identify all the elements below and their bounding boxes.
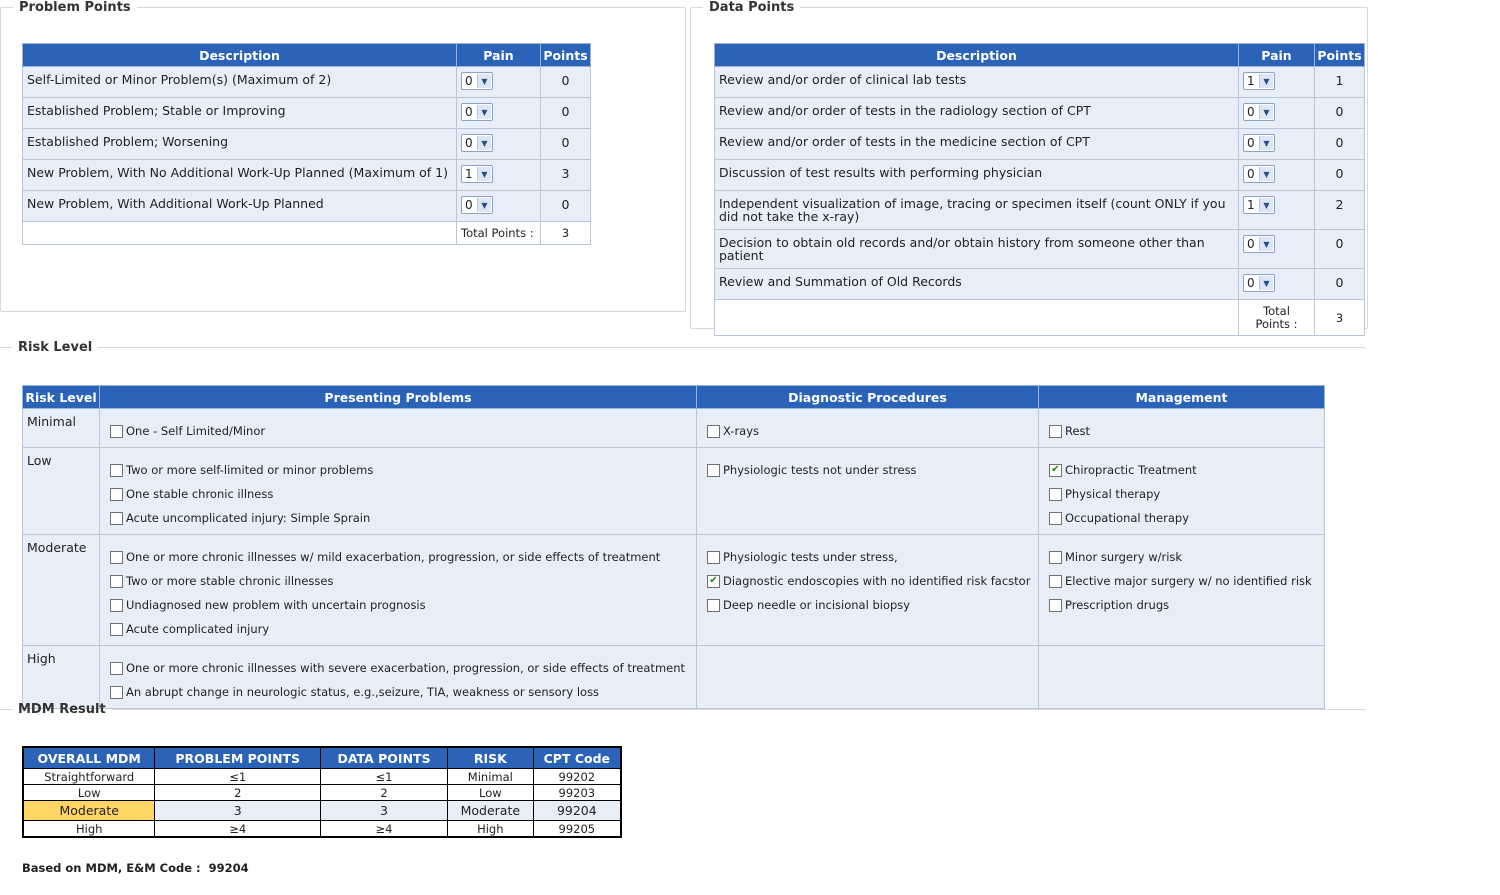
checkbox[interactable] xyxy=(1049,551,1062,564)
checkbox-label: Physiologic tests under stress, xyxy=(723,550,898,564)
pain-cell xyxy=(1239,191,1315,230)
risk-level-section xyxy=(0,340,1366,699)
mdm-cell: 99202 xyxy=(533,769,621,785)
checkbox-label: Physical therapy xyxy=(1065,487,1161,501)
table-row xyxy=(23,98,591,129)
mdm-cell: Moderate xyxy=(23,801,155,821)
checked-checkbox[interactable]: ✔ xyxy=(707,575,720,588)
checkbox-label: One or more chronic illnesses with severe exacerbation, progression, or side effects of treatment xyxy=(126,661,686,675)
risk-row xyxy=(23,409,1325,448)
mdm-row xyxy=(23,785,621,801)
checked-checkbox[interactable]: ✔ xyxy=(1049,464,1062,477)
checkbox[interactable] xyxy=(110,575,123,588)
chevron-down-icon: ▼ xyxy=(477,136,491,150)
risk-checkbox-item[interactable] xyxy=(1049,482,1318,506)
checkbox[interactable] xyxy=(1049,488,1062,501)
checkbox[interactable] xyxy=(110,425,123,438)
row-description: New Problem, With No Additional Work-Up Planned (Maximum of 1) xyxy=(23,160,457,191)
risk-management-cell xyxy=(1039,535,1325,646)
risk-diagnostic-cell xyxy=(697,448,1039,535)
risk-presenting-cell xyxy=(100,646,697,709)
pain-select[interactable] xyxy=(1243,72,1275,90)
col-description: Description xyxy=(23,44,457,67)
checkbox-label: One stable chronic illness xyxy=(126,487,274,501)
checkbox-label: Occupational therapy xyxy=(1065,511,1190,525)
em-code-value: 99204 xyxy=(208,861,249,875)
risk-checkbox-item[interactable] xyxy=(110,482,690,506)
col-risk-level: Risk Level xyxy=(23,386,100,409)
risk-row xyxy=(23,646,1325,709)
mdm-cell: 99205 xyxy=(533,821,621,838)
table-row xyxy=(23,191,591,222)
pain-cell xyxy=(457,129,541,160)
risk-checkbox-item[interactable] xyxy=(707,545,1032,569)
mdm-col-header: CPT Code xyxy=(533,747,621,769)
col-pain: Pain xyxy=(457,44,541,67)
pain-select-value: 0 xyxy=(1247,276,1255,290)
col-description: Description xyxy=(715,44,1239,67)
mdm-cell: 2 xyxy=(321,785,448,801)
row-points: 0 xyxy=(541,191,591,222)
risk-presenting-cell xyxy=(100,448,697,535)
checkbox[interactable] xyxy=(110,662,123,675)
row-description: Independent visualization of image, tracing or specimen itself (count ONLY if you did not take the x-ray) xyxy=(715,191,1239,230)
mdm-cell: 99204 xyxy=(533,801,621,821)
pain-select[interactable] xyxy=(1243,235,1275,253)
risk-checkbox-item[interactable] xyxy=(110,593,690,617)
pain-select[interactable] xyxy=(461,165,493,183)
pain-select-value: 0 xyxy=(1247,105,1255,119)
table-row xyxy=(715,160,1365,191)
risk-level-name: Moderate xyxy=(23,535,100,646)
mdm-cell: Low xyxy=(448,785,534,801)
pain-select-value: 0 xyxy=(1247,136,1255,150)
checkbox[interactable] xyxy=(1049,425,1062,438)
pain-select[interactable] xyxy=(1243,134,1275,152)
risk-checkbox-item[interactable] xyxy=(110,656,690,680)
risk-diagnostic-cell xyxy=(697,535,1039,646)
mdm-result-title: MDM Result xyxy=(18,702,106,717)
mdm-col-header: OVERALL MDM xyxy=(23,747,155,769)
table-row xyxy=(715,230,1365,269)
mdm-result-section xyxy=(0,702,1366,893)
em-code-label: Based on MDM, E&M Code : xyxy=(22,861,201,875)
data-points-section xyxy=(690,0,1368,329)
risk-row xyxy=(23,448,1325,535)
risk-diagnostic-cell xyxy=(697,409,1039,448)
pain-cell xyxy=(1239,230,1315,269)
risk-management-cell xyxy=(1039,448,1325,535)
pain-select-value: 0 xyxy=(1247,167,1255,181)
total-label-line2: Points : xyxy=(1255,316,1298,331)
risk-presenting-cell xyxy=(100,409,697,448)
pain-cell xyxy=(1239,269,1315,300)
risk-checkbox-item[interactable] xyxy=(110,506,690,530)
risk-checkbox-item[interactable] xyxy=(707,458,1032,482)
risk-row xyxy=(23,535,1325,646)
checkbox-label: Physiologic tests not under stress xyxy=(723,463,917,477)
row-description: New Problem, With Additional Work-Up Planned xyxy=(23,191,457,222)
mdm-col-header: DATA POINTS xyxy=(321,747,448,769)
risk-presenting-cell xyxy=(100,535,697,646)
pain-select-value: 0 xyxy=(465,136,473,150)
checkbox[interactable] xyxy=(1049,512,1062,525)
checkbox[interactable] xyxy=(110,512,123,525)
checkbox[interactable] xyxy=(110,623,123,636)
risk-checkbox-item[interactable] xyxy=(707,419,1032,443)
row-points: 0 xyxy=(541,129,591,160)
data-points-table xyxy=(714,43,1365,336)
mdm-cell: Low xyxy=(23,785,155,801)
mdm-cell: ≤1 xyxy=(155,769,321,785)
risk-level-name: Low xyxy=(23,448,100,535)
checkbox[interactable] xyxy=(1049,575,1062,588)
risk-checkbox-item[interactable] xyxy=(1049,458,1318,482)
risk-checkbox-item[interactable] xyxy=(110,458,690,482)
data-points-title: Data Points xyxy=(709,0,795,15)
row-description: Self-Limited or Minor Problem(s) (Maximum of 2) xyxy=(23,67,457,98)
pain-cell xyxy=(1239,67,1315,98)
mdm-row xyxy=(23,821,621,838)
total-spacer xyxy=(715,300,1239,336)
mdm-cell: 2 xyxy=(155,785,321,801)
checkbox-label: Elective major surgery w/ no identified risk xyxy=(1065,574,1312,588)
checkbox[interactable] xyxy=(110,464,123,477)
row-description: Review and Summation of Old Records xyxy=(715,269,1239,300)
checkbox[interactable] xyxy=(707,551,720,564)
checkbox-label: An abrupt change in neurologic status, e.g.,seizure, TIA, weakness or sensory loss xyxy=(126,685,600,699)
row-description: Review and/or order of tests in the medicine section of CPT xyxy=(715,129,1239,160)
checkbox-label: Deep needle or incisional biopsy xyxy=(723,598,911,612)
risk-checkbox-item[interactable] xyxy=(110,419,690,443)
row-points: 1 xyxy=(1315,67,1365,98)
total-label xyxy=(1239,300,1315,336)
pain-cell xyxy=(1239,160,1315,191)
risk-checkbox-item[interactable] xyxy=(707,593,1032,617)
pain-cell xyxy=(457,98,541,129)
risk-checkbox-item[interactable] xyxy=(110,680,690,704)
problem-points-table xyxy=(22,43,591,245)
row-points: 0 xyxy=(541,67,591,98)
row-points: 0 xyxy=(1315,129,1365,160)
pain-select[interactable] xyxy=(1243,165,1275,183)
checkbox-label: One - Self Limited/Minor xyxy=(126,424,266,438)
risk-checkbox-item[interactable] xyxy=(110,617,690,641)
row-description: Review and/or order of tests in the radiology section of CPT xyxy=(715,98,1239,129)
pain-cell xyxy=(457,160,541,191)
mdm-cell: 99203 xyxy=(533,785,621,801)
table-row xyxy=(23,67,591,98)
mdm-cell: 3 xyxy=(155,801,321,821)
mdm-cell: Straightforward xyxy=(23,769,155,785)
table-row xyxy=(23,160,591,191)
checkbox-label: Two or more stable chronic illnesses xyxy=(126,574,334,588)
col-management: Management xyxy=(1039,386,1325,409)
risk-level-title: Risk Level xyxy=(18,340,93,355)
table-row xyxy=(715,67,1365,98)
chevron-down-icon: ▼ xyxy=(1259,276,1273,290)
mdm-cell: High xyxy=(448,821,534,838)
mdm-col-header: PROBLEM POINTS xyxy=(155,747,321,769)
risk-management-cell xyxy=(1039,646,1325,709)
problem-points-section xyxy=(0,0,686,312)
risk-management-cell xyxy=(1039,409,1325,448)
row-description: Review and/or order of clinical lab tests xyxy=(715,67,1239,98)
mdm-cell: Minimal xyxy=(448,769,534,785)
mdm-cell: 3 xyxy=(321,801,448,821)
pain-select-value: 1 xyxy=(465,167,473,181)
checkbox-label: Diagnostic endoscopies with no identified risk facstor xyxy=(723,574,1031,588)
total-label: Total Points : xyxy=(457,222,541,245)
row-points: 0 xyxy=(1315,98,1365,129)
mdm-cell: ≥4 xyxy=(155,821,321,838)
chevron-down-icon: ▼ xyxy=(477,105,491,119)
risk-checkbox-item[interactable] xyxy=(707,569,1032,593)
checkbox[interactable] xyxy=(707,599,720,612)
total-value: 3 xyxy=(541,222,591,245)
risk-checkbox-item[interactable] xyxy=(1049,569,1318,593)
row-points: 0 xyxy=(1315,160,1365,191)
risk-level-name: Minimal xyxy=(23,409,100,448)
pain-select-value: 1 xyxy=(1247,198,1255,212)
checkbox-label: Two or more self-limited or minor problems xyxy=(126,463,374,477)
table-row xyxy=(23,129,591,160)
risk-level-table xyxy=(22,385,1325,709)
checkbox[interactable] xyxy=(110,599,123,612)
col-presenting-problems: Presenting Problems xyxy=(100,386,697,409)
checkbox[interactable] xyxy=(110,686,123,699)
pain-select[interactable] xyxy=(1243,274,1275,292)
chevron-down-icon: ▼ xyxy=(1259,105,1273,119)
checkbox-label: X-rays xyxy=(723,424,760,438)
row-points: 0 xyxy=(1315,269,1365,300)
chevron-down-icon: ▼ xyxy=(477,198,491,212)
checkbox-label: Undiagnosed new problem with uncertain prognosis xyxy=(126,598,426,612)
col-points: Points xyxy=(1315,44,1365,67)
pain-cell xyxy=(1239,98,1315,129)
row-description: Discussion of test results with performing physician xyxy=(715,160,1239,191)
pain-select-value: 0 xyxy=(465,74,473,88)
row-points: 3 xyxy=(541,160,591,191)
checkbox-label: One or more chronic illnesses w/ mild exacerbation, progression, or side effects of treatment xyxy=(126,550,661,564)
checkbox-label: Chiropractic Treatment xyxy=(1065,463,1197,477)
row-points: 0 xyxy=(1315,230,1365,269)
row-description: Established Problem; Worsening xyxy=(23,129,457,160)
table-row xyxy=(715,269,1365,300)
col-pain: Pain xyxy=(1239,44,1315,67)
problem-points-title: Problem Points xyxy=(19,0,131,15)
total-label-line1: Total xyxy=(1263,303,1290,318)
table-row xyxy=(715,191,1365,230)
pain-cell xyxy=(1239,129,1315,160)
mdm-result-table xyxy=(22,746,622,838)
mdm-cell: Moderate xyxy=(448,801,534,821)
chevron-down-icon: ▼ xyxy=(1259,167,1273,181)
mdm-cell: ≤1 xyxy=(321,769,448,785)
risk-checkbox-item[interactable] xyxy=(110,545,690,569)
pain-select-value: 1 xyxy=(1247,74,1255,88)
em-code-summary xyxy=(22,861,249,875)
checkbox-label: Prescription drugs xyxy=(1065,598,1170,612)
pain-select-value: 0 xyxy=(465,105,473,119)
pain-select[interactable] xyxy=(1243,196,1275,214)
risk-checkbox-item[interactable] xyxy=(1049,545,1318,569)
pain-select-value: 0 xyxy=(1247,237,1255,251)
mdm-row xyxy=(23,769,621,785)
row-description: Decision to obtain old records and/or obtain history from someone other than patient xyxy=(715,230,1239,269)
table-row xyxy=(715,129,1365,160)
pain-select[interactable] xyxy=(1243,103,1275,121)
pain-cell xyxy=(457,191,541,222)
risk-checkbox-item[interactable] xyxy=(1049,506,1318,530)
checkbox-label: Acute complicated injury xyxy=(126,622,270,636)
pain-select[interactable] xyxy=(461,72,493,90)
row-description: Established Problem; Stable or Improving xyxy=(23,98,457,129)
risk-checkbox-item[interactable] xyxy=(1049,419,1318,443)
risk-checkbox-item[interactable] xyxy=(110,569,690,593)
risk-diagnostic-cell xyxy=(697,646,1039,709)
chevron-down-icon: ▼ xyxy=(1259,74,1273,88)
col-points: Points xyxy=(541,44,591,67)
pain-cell xyxy=(457,67,541,98)
chevron-down-icon: ▼ xyxy=(1259,237,1273,251)
pain-select[interactable] xyxy=(461,196,493,214)
checkbox-label: Minor surgery w/risk xyxy=(1065,550,1183,564)
checkbox-label: Rest xyxy=(1065,424,1091,438)
mdm-col-header: RISK xyxy=(448,747,534,769)
pain-select[interactable] xyxy=(461,103,493,121)
table-row xyxy=(715,98,1365,129)
checkbox[interactable] xyxy=(110,551,123,564)
mdm-row xyxy=(23,801,621,821)
risk-checkbox-item[interactable] xyxy=(1049,593,1318,617)
checkbox[interactable] xyxy=(1049,599,1062,612)
chevron-down-icon: ▼ xyxy=(477,167,491,181)
total-value: 3 xyxy=(1315,300,1365,336)
risk-level-name: High xyxy=(23,646,100,709)
checkbox[interactable] xyxy=(707,425,720,438)
pain-select-value: 0 xyxy=(465,198,473,212)
mdm-cell: ≥4 xyxy=(321,821,448,838)
row-points: 2 xyxy=(1315,191,1365,230)
mdm-cell: High xyxy=(23,821,155,838)
chevron-down-icon: ▼ xyxy=(477,74,491,88)
col-diagnostic-procedures: Diagnostic Procedures xyxy=(697,386,1039,409)
checkbox[interactable] xyxy=(110,488,123,501)
row-points: 0 xyxy=(541,98,591,129)
checkbox[interactable] xyxy=(707,464,720,477)
chevron-down-icon: ▼ xyxy=(1259,136,1273,150)
checkbox-label: Acute uncomplicated injury: Simple Sprain xyxy=(126,511,371,525)
total-spacer xyxy=(23,222,457,245)
chevron-down-icon: ▼ xyxy=(1259,198,1273,212)
pain-select[interactable] xyxy=(461,134,493,152)
